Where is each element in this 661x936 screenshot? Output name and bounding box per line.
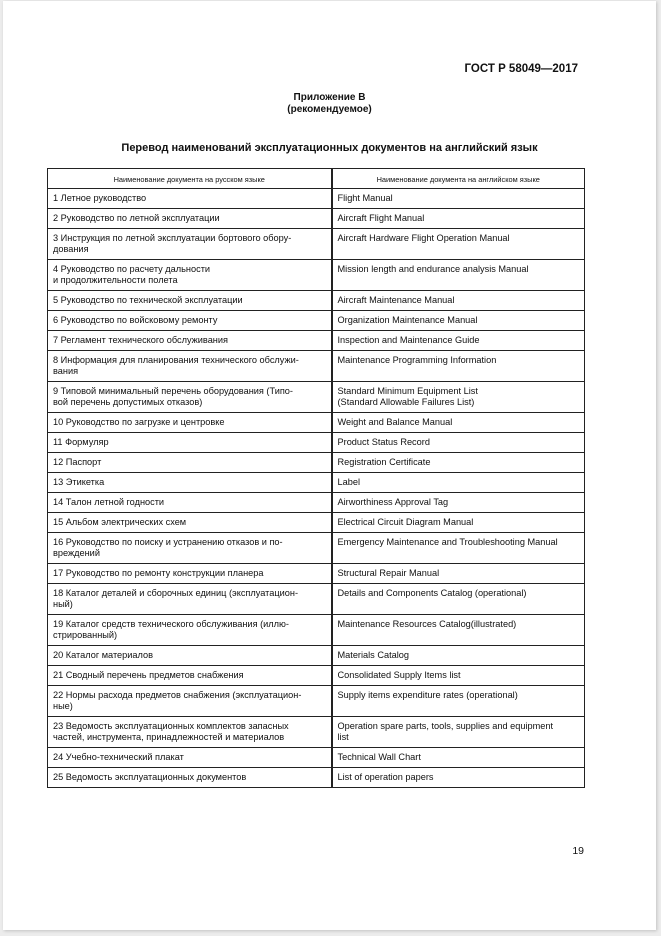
russian-name-cell: 24 Учебно-технический плакат — [48, 748, 332, 768]
table-row — [48, 717, 585, 748]
table-row — [48, 453, 585, 473]
russian-name-cell: 15 Альбом электрических схем — [48, 513, 332, 533]
page-number: 19 — [572, 845, 584, 857]
document-title: Перевод наименований эксплуатационных документов на английский язык — [121, 142, 538, 154]
russian-name-cell: 16 Руководство по поиску и устранению отказов и по- вреждений — [48, 533, 332, 564]
english-name-cell: Registration Certificate — [332, 453, 585, 473]
english-name-cell: Weight and Balance Manual — [332, 413, 585, 433]
appendix-title: Приложение В — [293, 92, 366, 103]
russian-name-cell: 23 Ведомость эксплуатационных комплектов запасных частей, инструмента, принадлежностей и материалов — [48, 717, 332, 748]
russian-name-cell: 25 Ведомость эксплуатационных документов — [48, 768, 332, 788]
english-name-cell: Standard Minimum Equipment List (Standard Allowable Failures List) — [332, 382, 585, 413]
english-name-cell: List of operation papers — [332, 768, 585, 788]
russian-name-cell: 7 Регламент технического обслуживания — [48, 331, 332, 351]
english-name-cell: Organization Maintenance Manual — [332, 311, 585, 331]
english-name-cell: Aircraft Hardware Flight Operation Manual — [332, 229, 585, 260]
english-name-cell: Aircraft Flight Manual — [332, 209, 585, 229]
table-row — [48, 473, 585, 493]
english-name-cell: Maintenance Resources Catalog(illustrated) — [332, 615, 585, 646]
table-row — [48, 413, 585, 433]
russian-name-cell: 22 Нормы расхода предметов снабжения (эксплуатацион- ные) — [48, 686, 332, 717]
russian-name-cell: 19 Каталог средств технического обслуживания (иллю- стрированный) — [48, 615, 332, 646]
russian-name-cell: 10 Руководство по загрузке и центровке — [48, 413, 332, 433]
russian-name-cell: 8 Информация для планирования технического обслужи- вания — [48, 351, 332, 382]
russian-name-cell: 3 Инструкция по летной эксплуатации бортового обору- дования — [48, 229, 332, 260]
russian-name-cell: 5 Руководство по технической эксплуатации — [48, 291, 332, 311]
russian-name-cell: 12 Паспорт — [48, 453, 332, 473]
russian-name-cell: 6 Руководство по войсковому ремонту — [48, 311, 332, 331]
english-name-cell: Consolidated Supply Items list — [332, 666, 585, 686]
english-name-cell: Label — [332, 473, 585, 493]
russian-name-cell: 20 Каталог материалов — [48, 646, 332, 666]
document-page — [3, 1, 656, 930]
table-body — [48, 189, 585, 788]
russian-name-cell: 2 Руководство по летной эксплуатации — [48, 209, 332, 229]
table-row — [48, 229, 585, 260]
english-name-cell: Product Status Record — [332, 433, 585, 453]
table-row — [48, 615, 585, 646]
english-name-cell: Electrical Circuit Diagram Manual — [332, 513, 585, 533]
table-row — [48, 382, 585, 413]
table-header-row — [48, 169, 585, 189]
table-row — [48, 493, 585, 513]
table-row — [48, 331, 585, 351]
translation-table — [47, 168, 585, 788]
english-name-cell: Materials Catalog — [332, 646, 585, 666]
table-row — [48, 533, 585, 564]
english-name-cell: Operation spare parts, tools, supplies and equipment list — [332, 717, 585, 748]
russian-name-cell: 21 Сводный перечень предметов снабжения — [48, 666, 332, 686]
table-row — [48, 686, 585, 717]
table-row — [48, 433, 585, 453]
standard-code: ГОСТ Р 58049—2017 — [464, 63, 578, 75]
table-row — [48, 564, 585, 584]
column-header-english: Наименование документа на английском языке — [332, 169, 585, 189]
column-header-russian: Наименование документа на русском языке — [48, 169, 332, 189]
english-name-cell: Technical Wall Chart — [332, 748, 585, 768]
russian-name-cell: 11 Формуляр — [48, 433, 332, 453]
english-name-cell: Details and Components Catalog (operational) — [332, 584, 585, 615]
table-row — [48, 513, 585, 533]
table-row — [48, 209, 585, 229]
russian-name-cell: 9 Типовой минимальный перечень оборудования (Типо- вой перечень допустимых отказов) — [48, 382, 332, 413]
english-name-cell: Maintenance Programming Information — [332, 351, 585, 382]
table-row — [48, 311, 585, 331]
russian-name-cell: 18 Каталог деталей и сборочных единиц (эксплуатацион- ный) — [48, 584, 332, 615]
russian-name-cell: 1 Летное руководство — [48, 189, 332, 209]
appendix-heading — [3, 92, 656, 116]
table-row — [48, 748, 585, 768]
russian-name-cell: 17 Руководство по ремонту конструкции планера — [48, 564, 332, 584]
table-row — [48, 351, 585, 382]
english-name-cell: Mission length and endurance analysis Manual — [332, 260, 585, 291]
english-name-cell: Inspection and Maintenance Guide — [332, 331, 585, 351]
english-name-cell: Flight Manual — [332, 189, 585, 209]
table-row — [48, 646, 585, 666]
appendix-status: (рекомендуемое) — [287, 104, 372, 115]
table-row — [48, 189, 585, 209]
english-name-cell: Emergency Maintenance and Troubleshooting Manual — [332, 533, 585, 564]
russian-name-cell: 13 Этикетка — [48, 473, 332, 493]
table-row — [48, 768, 585, 788]
english-name-cell: Airworthiness Approval Tag — [332, 493, 585, 513]
english-name-cell: Aircraft Maintenance Manual — [332, 291, 585, 311]
table-row — [48, 584, 585, 615]
table-row — [48, 260, 585, 291]
russian-name-cell: 4 Руководство по расчету дальности и продолжительности полета — [48, 260, 332, 291]
russian-name-cell: 14 Талон летной годности — [48, 493, 332, 513]
english-name-cell: Structural Repair Manual — [332, 564, 585, 584]
table-row — [48, 666, 585, 686]
table-row — [48, 291, 585, 311]
english-name-cell: Supply items expenditure rates (operational) — [332, 686, 585, 717]
